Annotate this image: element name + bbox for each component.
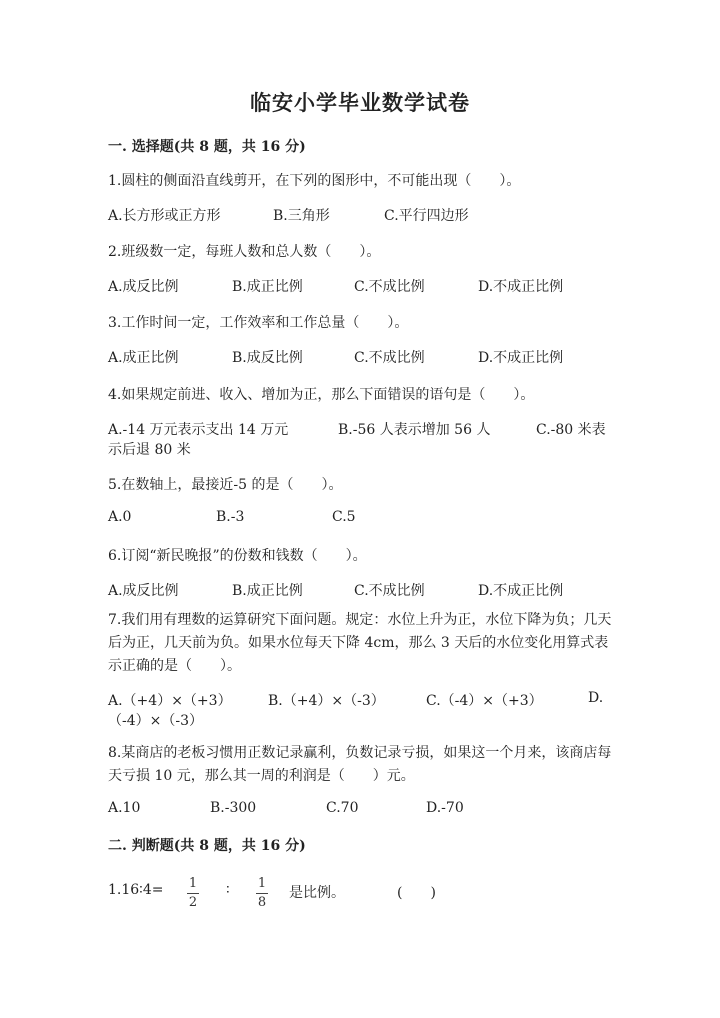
option-a: A.0	[108, 509, 132, 525]
option-c: C.（-4）×（+3）	[426, 693, 543, 709]
section-heading-choice: 一. 选择题(共 8 题，共 16 分)	[108, 139, 306, 155]
question-7-options	[108, 690, 628, 710]
question-7-text: 7.我们用有理数的运算研究下面问题。规定：水位上升为正，水位下降为负；几天后为正，几天前为负。如果水位每天下降 4cm，那么 3 天后的水位变化用算式表示正确的是（ ）。	[108, 612, 612, 674]
answer-parentheses: ( )	[397, 885, 436, 901]
option-c: C.不成比例	[354, 279, 425, 295]
question-4-options	[108, 419, 628, 439]
option-c: C.5	[332, 509, 356, 525]
option-d: D.不成正比例	[478, 350, 564, 366]
option-b: B.成正比例	[232, 583, 303, 599]
section-heading-judgment: 二. 判断题(共 8 题，共 16 分)	[108, 838, 306, 854]
fraction-bar	[187, 893, 199, 894]
option-b: B.（+4）×（-3）	[268, 693, 385, 709]
fraction-denominator: 2	[188, 895, 198, 910]
option-a: A.成正比例	[108, 350, 179, 366]
question-3-text: 3.工作时间一定，工作效率和工作总量（ ）。	[108, 315, 409, 331]
fraction-one-half	[185, 876, 201, 911]
option-a: A.成反比例	[108, 583, 179, 599]
option-a: A.长方形或正方形	[108, 208, 221, 224]
question-4-option-c-continuation: 示后退 80 米	[108, 442, 191, 458]
option-d: D.不成正比例	[478, 583, 564, 599]
option-b: B.-56 人表示增加 56 人	[338, 422, 491, 438]
question-1-text: 1.圆柱的侧面沿直线剪开，在下列的图形中，不可能出现（ ）。	[108, 173, 521, 189]
judgment-1-prefix: 1.16∶4=	[108, 882, 164, 898]
option-a: A.10	[108, 800, 141, 816]
option-a: A.成反比例	[108, 279, 179, 295]
question-1-options	[108, 205, 628, 225]
question-6-text: 6.订阅“新民晚报”的份数和钱数（ ）。	[108, 548, 367, 564]
question-7-option-d-continuation: （-4）×（-3）	[108, 713, 204, 729]
option-d: D.不成正比例	[478, 279, 564, 295]
option-c: C.不成比例	[354, 350, 425, 366]
option-b: B.-300	[210, 800, 257, 816]
fraction-numerator: 1	[188, 876, 198, 891]
fraction-denominator: 8	[257, 895, 267, 910]
option-c: C.平行四边形	[384, 208, 469, 224]
option-d: D.-70	[426, 800, 464, 816]
option-a: A.（+4）×（+3）	[108, 693, 232, 709]
option-c: C.不成比例	[354, 583, 425, 599]
question-5-options	[108, 509, 628, 529]
option-c: C.-80 米表	[536, 422, 606, 438]
judgment-1-suffix: 是比例。	[289, 885, 345, 901]
fraction-one-eighth	[254, 876, 270, 911]
ratio-colon: ∶	[226, 882, 230, 898]
question-8-text: 8.某商店的老板习惯用正数记录赢利，负数记录亏损，如果这一个月来，该商店每天亏损 10 元，那么其一周的利润是（ ）元。	[108, 745, 612, 784]
option-b: B.三角形	[273, 208, 330, 224]
question-8-options	[108, 800, 628, 820]
question-2-options	[108, 276, 628, 296]
question-5-text: 5.在数轴上，最接近-5 的是（ ）。	[108, 477, 343, 493]
question-4-text: 4.如果规定前进、收入、增加为正，那么下面错误的语句是（ ）。	[108, 387, 535, 403]
question-2-text: 2.班级数一定，每班人数和总人数（ ）。	[108, 244, 381, 260]
option-c: C.70	[326, 800, 359, 816]
question-3-options	[108, 347, 628, 367]
option-b: B.-3	[216, 509, 245, 525]
option-d: D.	[588, 690, 604, 706]
page-title: 临安小学毕业数学试卷	[250, 90, 470, 115]
option-a: A.-14 万元表示支出 14 万元	[108, 422, 289, 438]
option-b: B.成反比例	[232, 350, 303, 366]
fraction-bar	[256, 893, 268, 894]
fraction-numerator: 1	[257, 876, 267, 891]
question-6-options	[108, 580, 628, 600]
option-b: B.成正比例	[232, 279, 303, 295]
